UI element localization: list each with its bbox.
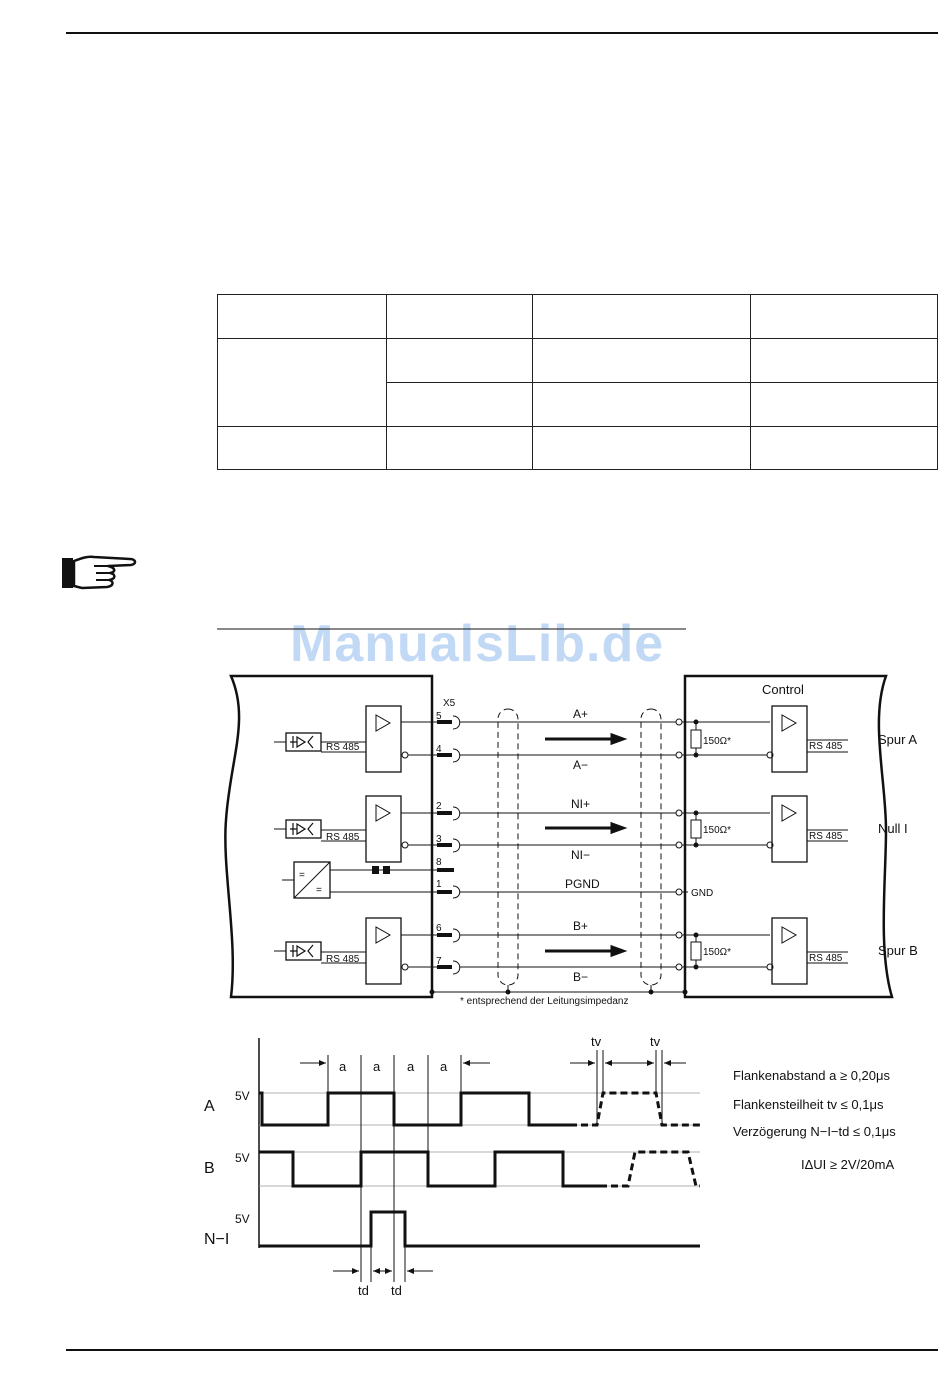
- footnote: * entsprechend der Leitungsimpedanz: [460, 996, 629, 1007]
- td-label: td: [358, 1283, 369, 1298]
- signal-label: NI+: [571, 797, 591, 811]
- resistor: [691, 820, 701, 838]
- line-receiver: [772, 706, 807, 772]
- signal-b-dashed: [600, 1152, 700, 1186]
- a-label: a: [373, 1059, 381, 1074]
- a-label: a: [339, 1059, 347, 1074]
- pin-number: 7: [436, 956, 442, 967]
- a-label: a: [440, 1059, 448, 1074]
- rs485-label: RS 485: [326, 954, 360, 965]
- channel-ni: [274, 796, 908, 862]
- svg-text:=: =: [299, 870, 305, 881]
- signal-a-dashed: [570, 1093, 700, 1125]
- signal-label: B−: [573, 970, 589, 984]
- pin-number: 4: [436, 744, 442, 755]
- tv-label: tv: [591, 1034, 602, 1049]
- timing-note: Flankenabstand a ≥ 0,20μs: [733, 1068, 891, 1083]
- signal-label: NI−: [571, 848, 591, 862]
- channel-a: [274, 706, 917, 772]
- cable-shield: [498, 709, 518, 985]
- pin-number: 3: [436, 834, 442, 845]
- arrow-icon: [545, 735, 623, 743]
- level-label: 5V: [235, 1151, 250, 1165]
- line-receiver: [772, 918, 807, 984]
- channel-label: N−I: [204, 1231, 230, 1248]
- track-label: Null I: [878, 821, 908, 836]
- rs485-label: RS 485: [809, 741, 843, 752]
- rs485-label: RS 485: [809, 831, 843, 842]
- pin-number: 2: [436, 801, 442, 812]
- timing-note: IΔUI ≥ 2V/20mA: [801, 1157, 895, 1172]
- channel-label: B: [204, 1160, 215, 1177]
- level-label: 5V: [235, 1089, 250, 1103]
- pin-number: 1: [436, 879, 442, 890]
- timing-note: Flankensteilheit tv ≤ 0,1μs: [733, 1097, 884, 1112]
- watermark: ManualsLib.de: [290, 615, 665, 673]
- rs485-label: RS 485: [809, 953, 843, 964]
- line-driver: [366, 796, 401, 862]
- arrow-icon: [545, 947, 623, 955]
- connector-label: X5: [443, 698, 456, 709]
- pin-number: 6: [436, 923, 442, 934]
- svg-text:=: =: [316, 885, 322, 896]
- level-label: 5V: [235, 1212, 250, 1226]
- line-driver: [366, 918, 401, 984]
- signal-label: A−: [573, 758, 589, 772]
- track-label: Spur B: [878, 943, 918, 958]
- resistor-label: 150Ω*: [703, 947, 732, 958]
- resistor-label: 150Ω*: [703, 825, 732, 836]
- resistor: [691, 942, 701, 960]
- rs485-label: RS 485: [326, 832, 360, 843]
- signal-a-trace: [259, 1093, 570, 1125]
- resistor-label: 150Ω*: [703, 736, 732, 747]
- pin-number: 5: [436, 711, 442, 722]
- cable-shield: [641, 709, 661, 985]
- rs485-label: RS 485: [326, 742, 360, 753]
- tv-label: tv: [650, 1034, 661, 1049]
- pin-number: 8: [436, 857, 442, 868]
- resistor: [691, 730, 701, 748]
- td-label: td: [391, 1283, 402, 1298]
- timing-diagram: [204, 1034, 896, 1298]
- bottom-rule: [66, 1349, 938, 1351]
- signal-b-trace: [259, 1152, 600, 1186]
- signal-label: PGND: [565, 877, 600, 891]
- channel-b: [274, 918, 918, 984]
- signal-label: A+: [573, 707, 589, 721]
- line-driver: [366, 706, 401, 772]
- control-label: Control: [762, 682, 804, 697]
- line-receiver: [772, 796, 807, 862]
- track-label: Spur A: [878, 732, 918, 747]
- channel-label: A: [204, 1098, 215, 1115]
- a-label: a: [407, 1059, 415, 1074]
- signal-label: B+: [573, 919, 589, 933]
- timing-note: Verzögerung N−I−td ≤ 0,1μs: [733, 1124, 896, 1139]
- signal-ni-trace: [259, 1212, 700, 1246]
- gnd-label: GND: [691, 888, 714, 899]
- arrow-icon: [545, 824, 623, 832]
